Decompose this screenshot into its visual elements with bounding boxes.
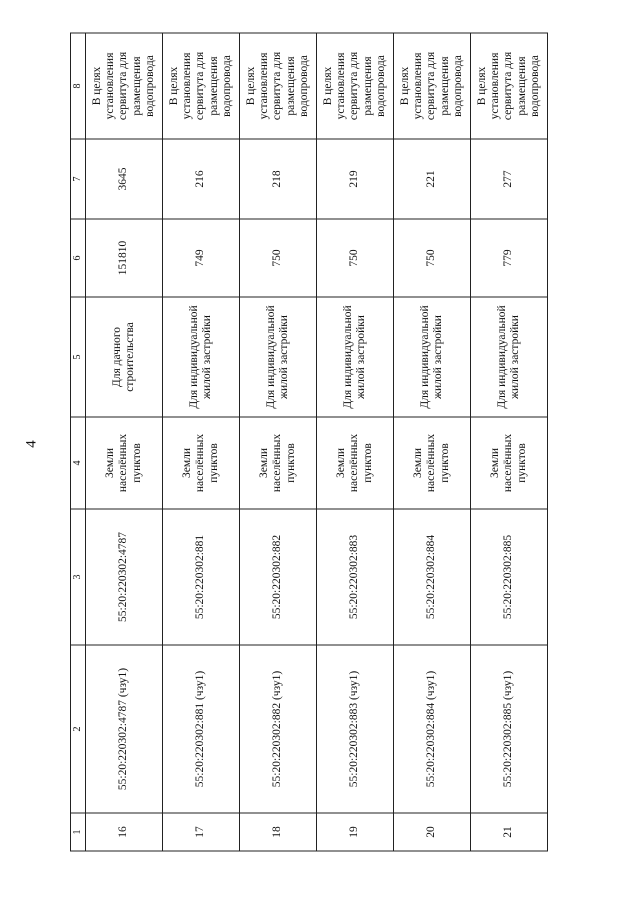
plot-area: 779 (471, 219, 548, 297)
land-plots-table (70, 33, 548, 852)
page-number: 4 (23, 440, 40, 448)
table-row (163, 33, 240, 851)
column-number: 8 (71, 33, 86, 139)
table-row (317, 33, 394, 851)
table-row (394, 33, 471, 851)
land-category: Земли населённых пунктов (240, 417, 317, 509)
land-category: Земли населённых пунктов (163, 417, 240, 509)
column-number: 3 (71, 509, 86, 645)
row-number: 17 (163, 813, 240, 851)
purpose: В целях установления сервитута для размещения водопровода (240, 33, 317, 139)
part-designation: 55:20:220302:4787 (чзу1) (86, 645, 163, 813)
permitted-use: Для индивидуальной жилой застройки (394, 297, 471, 417)
cadastral-number: 55:20:220302:882 (240, 509, 317, 645)
land-category: Земли населённых пунктов (394, 417, 471, 509)
part-area: 3645 (86, 139, 163, 219)
part-area: 277 (471, 139, 548, 219)
column-number: 2 (71, 645, 86, 813)
permitted-use: Для индивидуальной жилой застройки (163, 297, 240, 417)
row-number: 19 (317, 813, 394, 851)
row-number: 21 (471, 813, 548, 851)
column-number: 5 (71, 297, 86, 417)
part-designation: 55:20:220302:882 (чзу1) (240, 645, 317, 813)
cadastral-number: 55:20:220302:884 (394, 509, 471, 645)
part-designation: 55:20:220302:883 (чзу1) (317, 645, 394, 813)
land-category: Земли населённых пунктов (471, 417, 548, 509)
column-number: 7 (71, 139, 86, 219)
plot-area: 151810 (86, 219, 163, 297)
row-number: 20 (394, 813, 471, 851)
column-number: 4 (71, 417, 86, 509)
plot-area: 750 (240, 219, 317, 297)
table-row (471, 33, 548, 851)
table-row (240, 33, 317, 851)
row-number: 16 (86, 813, 163, 851)
permitted-use: Для индивидуальной жилой застройки (471, 297, 548, 417)
column-number: 1 (71, 813, 86, 851)
part-designation: 55:20:220302:884 (чзу1) (394, 645, 471, 813)
purpose: В целях установления сервитута для размещения водопровода (394, 33, 471, 139)
land-category: Земли населённых пунктов (317, 417, 394, 509)
part-area: 219 (317, 139, 394, 219)
permitted-use: Для индивидуальной жилой застройки (317, 297, 394, 417)
purpose: В целях установления сервитута для размещения водопровода (86, 33, 163, 139)
column-number: 6 (71, 219, 86, 297)
plot-area: 749 (163, 219, 240, 297)
part-area: 218 (240, 139, 317, 219)
part-area: 216 (163, 139, 240, 219)
plot-area: 750 (394, 219, 471, 297)
cadastral-number: 55:20:220302:4787 (86, 509, 163, 645)
purpose: В целях установления сервитута для размещения водопровода (471, 33, 548, 139)
table-frame (72, 33, 541, 851)
part-designation: 55:20:220302:881 (чзу1) (163, 645, 240, 813)
row-number: 18 (240, 813, 317, 851)
permitted-use: Для индивидуальной жилой застройки (240, 297, 317, 417)
land-category: Земли населённых пунктов (86, 417, 163, 509)
part-designation: 55:20:220302:885 (чзу1) (471, 645, 548, 813)
purpose: В целях установления сервитута для размещения водопровода (317, 33, 394, 139)
permitted-use: Для дачного строительства (86, 297, 163, 417)
cadastral-number: 55:20:220302:881 (163, 509, 240, 645)
cadastral-number: 55:20:220302:883 (317, 509, 394, 645)
purpose: В целях установления сервитута для размещения водопровода (163, 33, 240, 139)
table-row (86, 33, 163, 851)
plot-area: 750 (317, 219, 394, 297)
column-number-row (71, 33, 86, 851)
cadastral-number: 55:20:220302:885 (471, 509, 548, 645)
part-area: 221 (394, 139, 471, 219)
